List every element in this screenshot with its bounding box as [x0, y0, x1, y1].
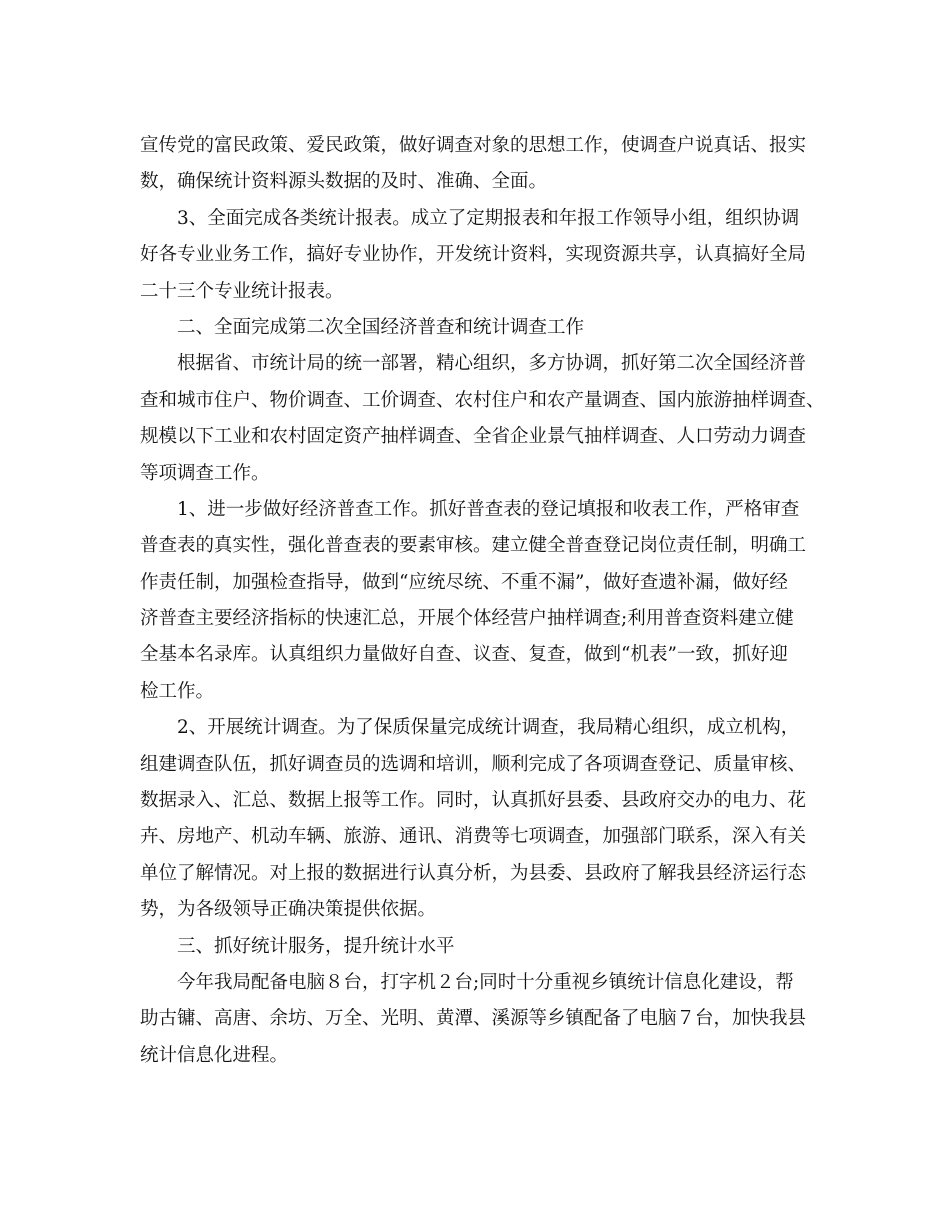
- text-line: 3、全面完成各类统计报表。成立了定期报表和年报工作领导小组，组织协调: [177, 207, 800, 229]
- text-line: 今年我局配备电脑８台，打字机２台;同时十分重视乡镇统计信息化建设，帮: [177, 971, 794, 993]
- text-line: 根据省、市统计局的统一部署，精心组织，多方协调，抓好第二次全国经济普: [177, 353, 807, 375]
- text-line: 二、全面完成第二次全国经济普查和统计调查工作: [177, 316, 585, 338]
- text-line: 查和城市住户、物价调查、工价调查、农村住户和农产量调查、国内旅游抽样调查、: [140, 389, 825, 411]
- text-line: 全基本名录库。认真组织力量做好自查、议查、复查，做到“机表”一致，抓好迎: [140, 644, 788, 666]
- text-line: 规模以下工业和农村固定资产抽样调查、全省企业景气抽样调查、人口劳动力调查: [140, 426, 807, 448]
- text-line: 势，为各级领导正确决策提供依据。: [140, 899, 437, 921]
- text-line: 统计信息化进程。: [140, 1044, 289, 1066]
- text-line: 组建调查队伍，抓好调查员的选调和培训，顺利完成了各项调查登记、质量审核、: [140, 753, 807, 775]
- text-line: 1、进一步做好经济普查工作。抓好普查表的登记填报和收表工作，严格审查: [177, 498, 800, 520]
- text-line: 等项调查工作。: [140, 462, 270, 484]
- text-line: 济普查主要经济指标的快速汇总，开展个体经营户抽样调查;利用普查资料建立健: [140, 608, 794, 630]
- text-line: 单位了解情况。对上报的数据进行认真分析，为县委、县政府了解我县经济运行态: [140, 862, 807, 884]
- text-line: 助古镛、高唐、余坊、万全、光明、黄潭、溪源等乡镇配备了电脑７台，加快我县: [140, 1008, 807, 1030]
- text-line: 三、抓好统计服务，提升统计水平: [177, 935, 455, 957]
- text-line: 数据录入、汇总、数据上报等工作。同时，认真抓好县委、县政府交办的电力、花: [140, 790, 807, 812]
- text-line: 2、开展统计调查。为了保质保量完成统计调查，我局精心组织，成立机构，: [177, 717, 800, 739]
- document-body: [140, 128, 830, 1074]
- text-line: 作责任制，加强检查指导，做到“应统尽统、不重不漏”，做好查遗补漏，做好经: [140, 571, 788, 593]
- text-line: 宣传党的富民政策、爱民政策，做好调查对象的思想工作，使调查户说真话、报实: [140, 135, 807, 156]
- text-line: 好各专业业务工作，搞好专业协作，开发统计资料，实现资源共享，认真搞好全局: [140, 244, 807, 266]
- text-line: 卉、房地产、机动车辆、旅游、通讯、消费等七项调查，加强部门联系，深入有关: [140, 826, 807, 848]
- text-line: 数，确保统计资料源头数据的及时、准确、全面。: [140, 171, 548, 193]
- text-line: 普查表的真实性，强化普查表的要素审核。建立健全普查登记岗位责任制，明确工: [140, 535, 807, 557]
- text-line: 二十三个专业统计报表。: [140, 280, 344, 302]
- text-line: 检工作。: [140, 680, 215, 702]
